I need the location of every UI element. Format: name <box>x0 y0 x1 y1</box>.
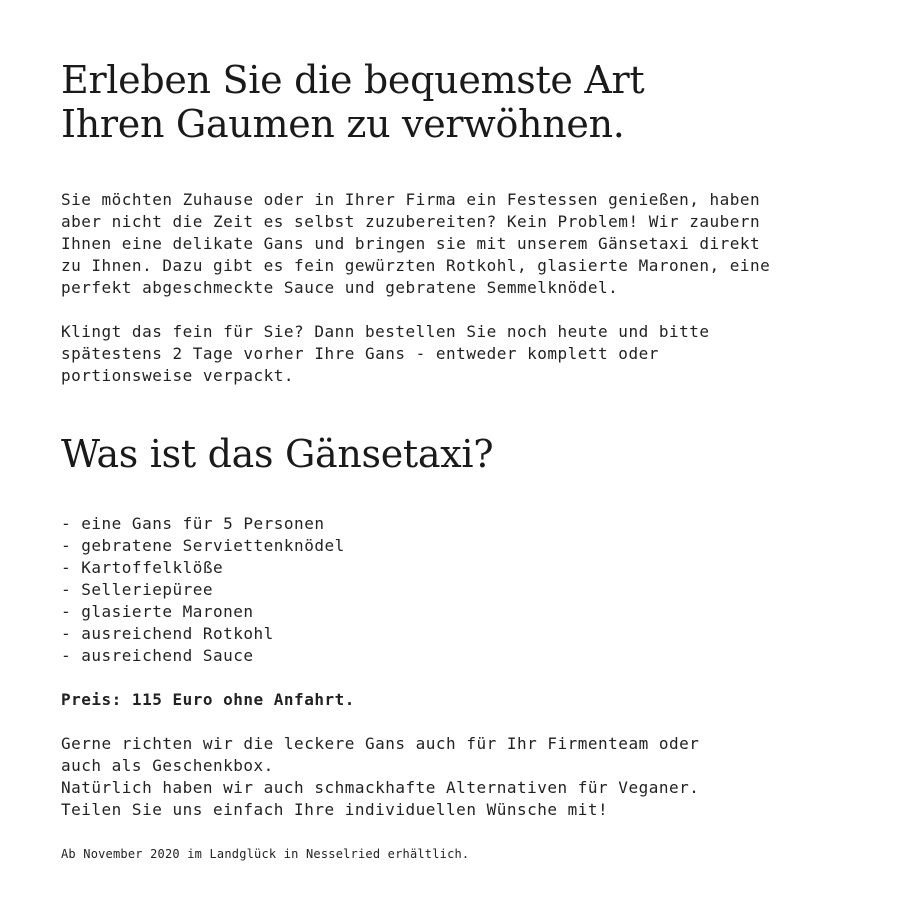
closing-paragraph <box>61 733 699 821</box>
intro-heading <box>61 58 644 146</box>
list-item: - gebratene Serviettenknödel <box>61 536 345 555</box>
intro-heading-line: Erleben Sie die bequemste Art <box>61 58 645 102</box>
paragraph-line: auch als Geschenkbox. <box>61 756 274 775</box>
list-item: - ausreichend Rotkohl <box>61 624 274 643</box>
paragraph-line: spätestens 2 Tage vorher Ihre Gans - entweder komplett oder <box>61 344 659 363</box>
intro-paragraph <box>61 189 770 299</box>
paragraph-line: Gerne richten wir die leckere Gans auch für Ihr Firmenteam oder <box>61 734 700 753</box>
availability-footnote: Ab November 2020 im Landglück in Nesselried erhältlich. <box>61 847 470 861</box>
gaensetaxi-heading: Was ist das Gänsetaxi? <box>61 432 494 476</box>
list-item: - glasierte Maronen <box>61 602 254 621</box>
paragraph-line: Sie möchten Zuhause oder in Ihrer Firma ein Festessen genießen, haben <box>61 190 761 209</box>
intro-heading-line: Ihren Gaumen zu verwöhnen. <box>61 102 625 146</box>
paragraph-line: Teilen Sie uns einfach Ihre individuellen Wünsche mit! <box>61 800 609 819</box>
order-paragraph <box>61 321 710 387</box>
list-item: - ausreichend Sauce <box>61 646 254 665</box>
price-text: Preis: 115 Euro ohne Anfahrt. <box>61 690 355 709</box>
paragraph-line: zu Ihnen. Dazu gibt es fein gewürzten Rotkohl, glasierte Maronen, eine <box>61 256 771 275</box>
paragraph-line: portionsweise verpackt. <box>61 366 295 385</box>
list-item: - Selleriepüree <box>61 580 213 599</box>
menu-list <box>61 513 345 667</box>
paragraph-line: perfekt abgeschmeckte Sauce und gebratene Semmelknödel. <box>61 278 619 297</box>
paragraph-line: aber nicht die Zeit es selbst zuzubereiten? Kein Problem! Wir zaubern <box>61 212 761 231</box>
paragraph-line: Klingt das fein für Sie? Dann bestellen Sie noch heute und bitte <box>61 322 710 341</box>
list-item: - Kartoffelklöße <box>61 558 224 577</box>
paragraph-line: Natürlich haben wir auch schmackhafte Alternativen für Veganer. <box>61 778 700 797</box>
paragraph-line: Ihnen eine delikate Gans und bringen sie mit unserem Gänsetaxi direkt <box>61 234 761 253</box>
list-item: - eine Gans für 5 Personen <box>61 514 325 533</box>
